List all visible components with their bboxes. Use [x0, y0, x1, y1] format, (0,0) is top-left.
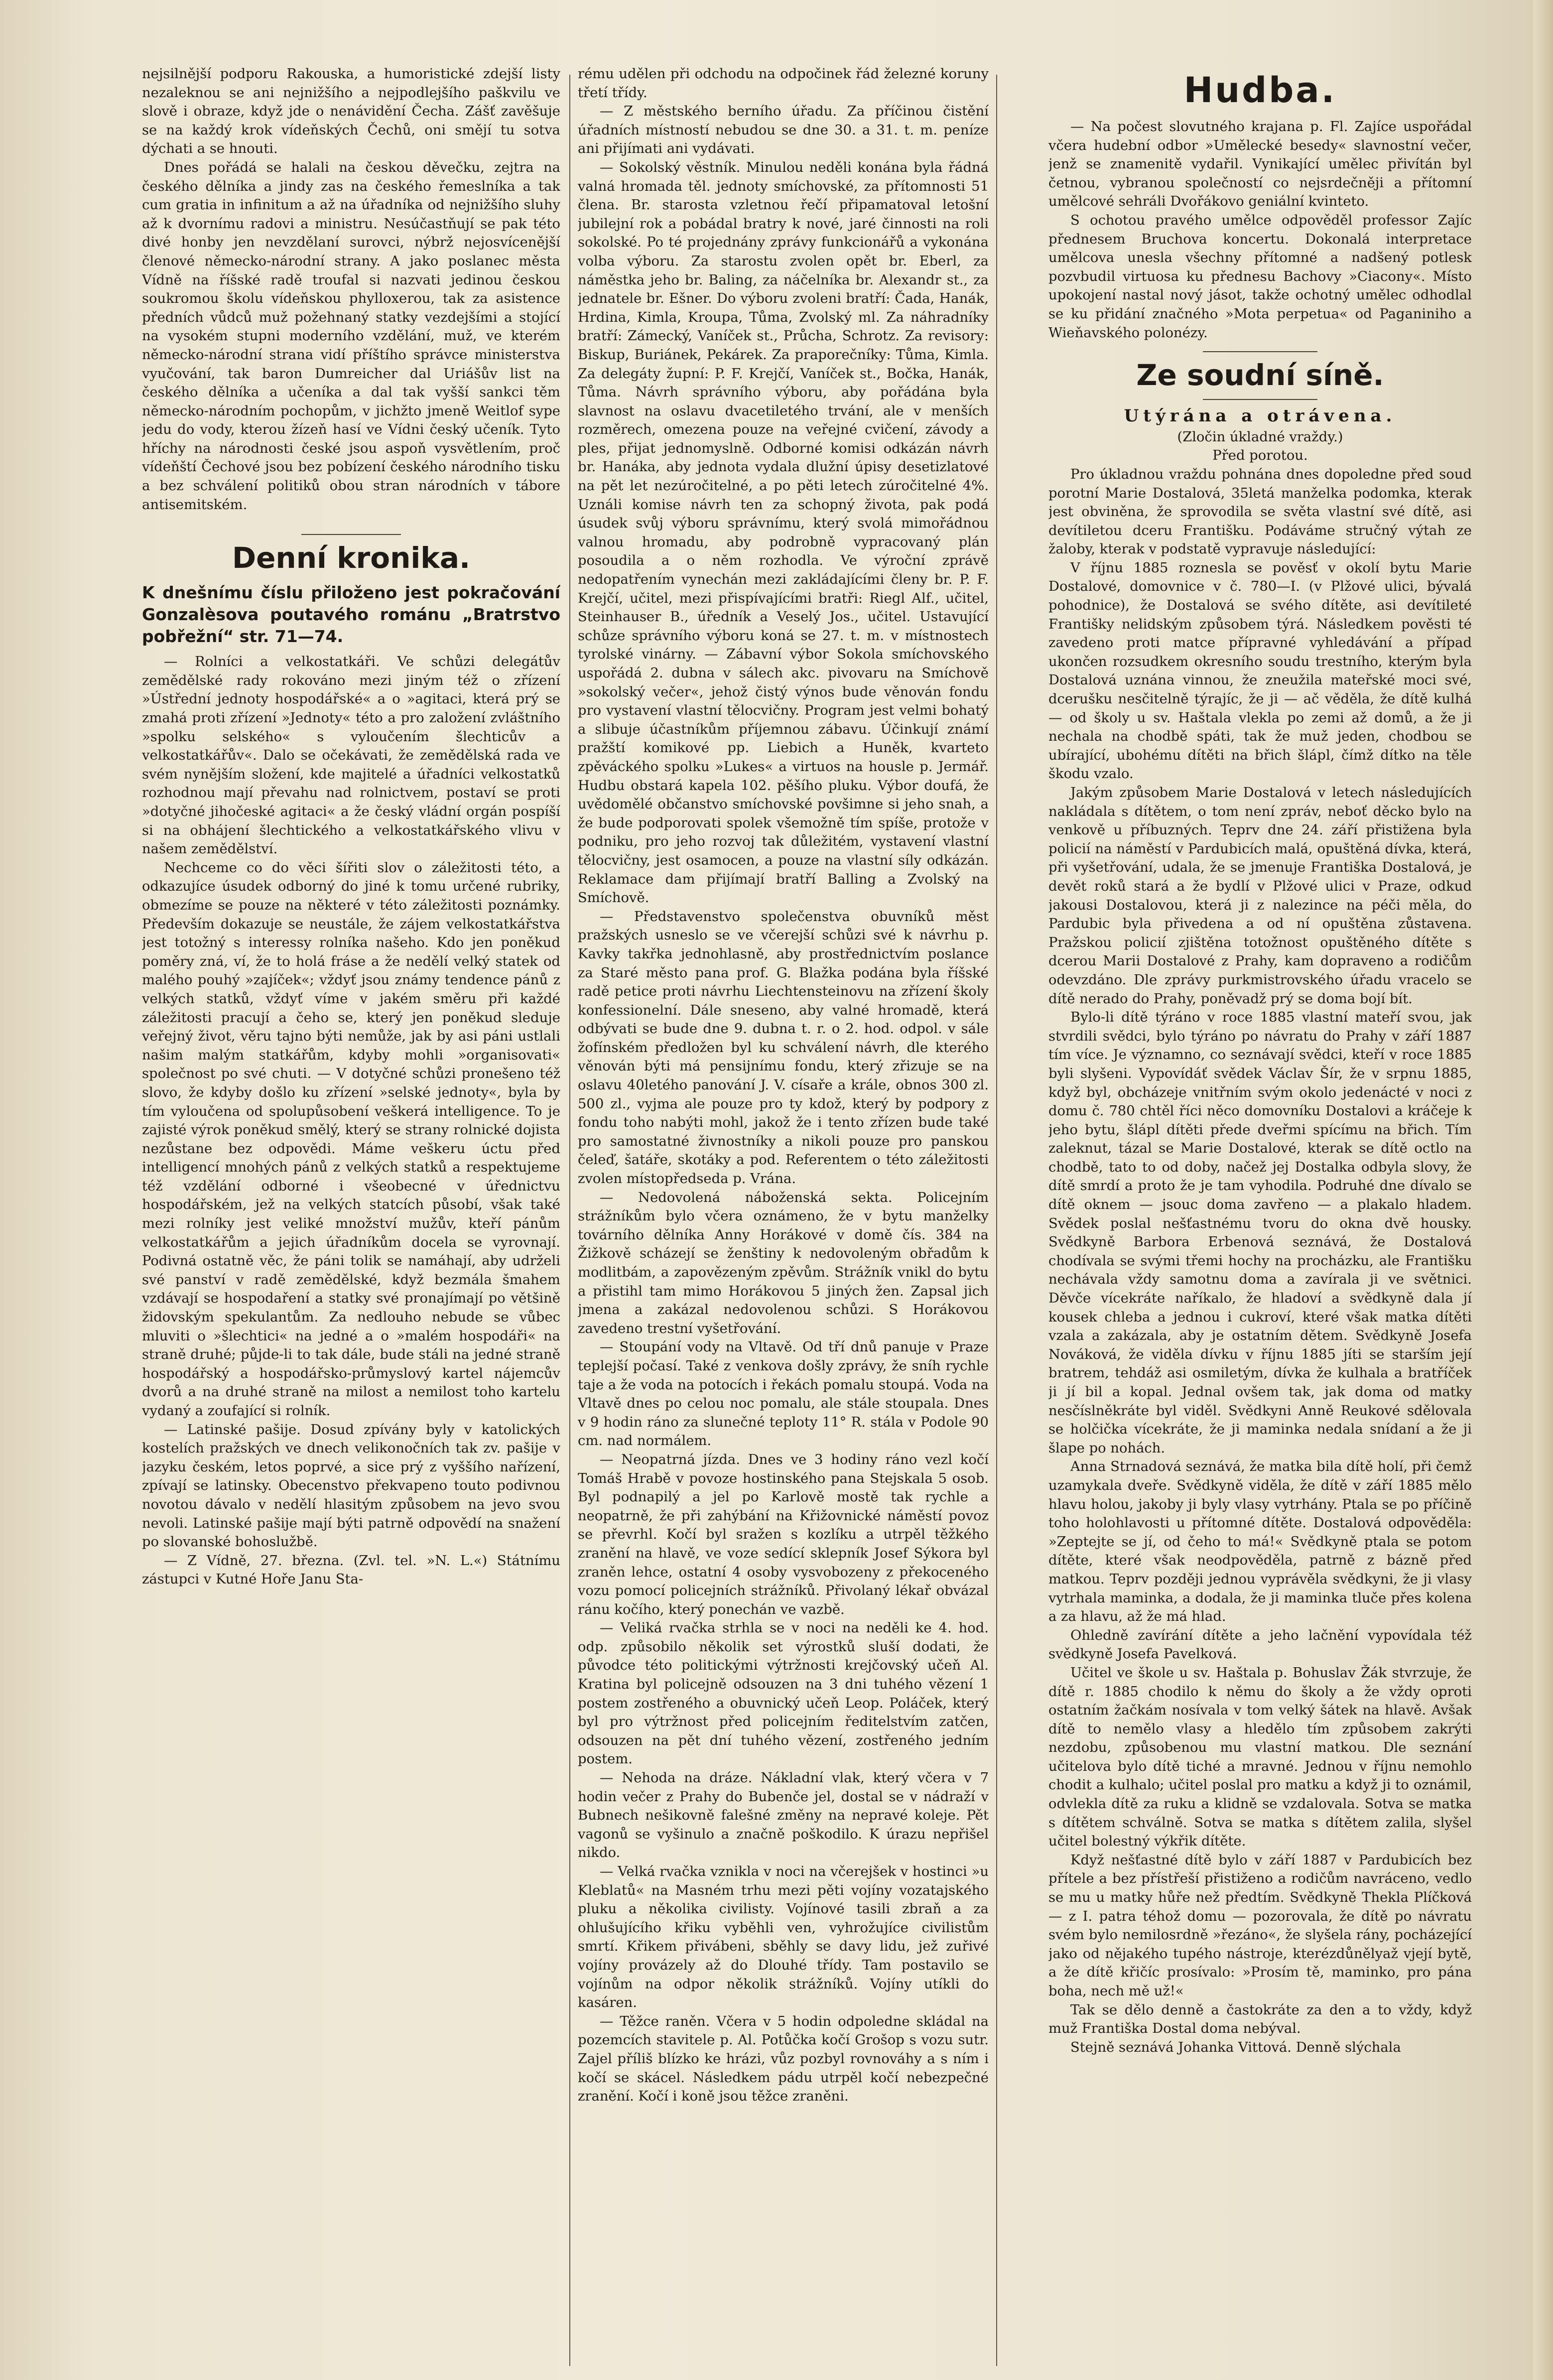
- article-paragraph: — Nedovolená náboženská sekta. Policejním strážníkům bylo včera oznámeno, že v bytu manželky továrního dělníka Anny Horákové v domě čís. 384 na Žižkově scházejí se ženštiny k nedovoleným obřadům k modlitbám, a zapovězeným zpěvům. Strážník vnikl do bytu a přistihl tam mimo Horákovou 5 jiných žen. Zapsal jich jmena a zakázal nedovolenou schůzi. S Horákovou zavedeno trestní vyšetřování.: [578, 1190, 989, 1336]
- article-paragraph: — Velká rvačka vznikla v noci na včerejšek v hostinci »u Kleblatů« na Masném trhu mezi pěti vojíny vozatajského pluku a několika civilisty. Vojínové tasili zbraň a za ohlušujícího křiku vyběhli ven, vyhrožujíce civilistům smrtí. Křikem přivábeni, sběhly se davy lidu, jež zuřivé vojíny provázely až do Dlouhé třídy. Tam postavilo se vojínům na odpor několik strážníků. Vojíny utíkli do kasáren.: [578, 1864, 989, 2011]
- article-paragraph: — Z městského berního úřadu. Za příčinou čistění úřadních místností nebudou se dne 30. a 31. t. m. peníze ani přijímati ani vydávati.: [578, 104, 989, 157]
- article-paragraph: — Nehoda na dráze. Nákladní vlak, který včera v 7 hodin večer z Prahy do Bubenče jel, dostal se v nádraží v Bubnech nešikovně falešné změny na nepravé koleje. Pět vagonů se vyšinulo a značně poškodilo. K úrazu nepřišel nikdo.: [578, 1770, 989, 1861]
- column-right: [1048, 65, 1472, 2371]
- article-paragraph: — Neopatrná jízda. Dnes ve 3 hodiny ráno vezl kočí Tomáš Hrabě v povoze hostinského pana Stejskala 5 osob. Byl podnapilý a jel po Karlově mostě tak rychle a neopatrně, že při zahýbání na Křižovnické náměstí povoz se převrhl. Kočí byl sražen s kozlíku a utrpěl těžkého zranění na hlavě, ve voze sedící sklepník Josef Sýkora byl zraněn lehce, ostatní 4 osoby vysvobozeny z překoceného vozu pomocí policejních strážníků. Přivolaný lékař obvázal ránu kočího, který ponechán ve vazbě.: [578, 1452, 989, 1617]
- article-paragraph: — Stoupání vody na Vltavě. Od tří dnů panuje v Praze teplejší počasí. Také z venkova došly zprávy, že sníh rychle taje a že voda na potocích i řekách pomalu stoupá. Voda na Vltavě dnes po celou noc pomalu, ale stále stoupala. Dnes v 9 hodin ráno za slunečné teploty 11° R. stála v Podole 90 cm. nad normálem.: [578, 1339, 989, 1449]
- article-paragraph: Pro úkladnou vraždu pohnána dnes dopoledne před soud porotní Marie Dostalová, 35letá manželka podomka, kterak jest obviněna, že sprovodila se světa vlastní své dítě, asi devítiletou dceru Františku. Podáváme stručný výtah ze žaloby, kterak v podstatě vypravuje následující:: [1048, 466, 1472, 557]
- article-paragraph: — Představenstvo společenstva obuvníků měst pražských usneslo se ve včerejší schůzi své k návrhu p. Kavky takřka jednohlasně, aby prostřednictvím poslance za Staré město pana prof. G. Blažka podána byla říšské radě petice proti návrhu Liechtensteinovu na zřízení školy konfessionelní. Dále sneseno, aby valné hromadě, která odbývati se bude dne 9. dubna t. r. o 2. hod. odpol. v sále žofínském předložen byl ku schválení návrh, dle kterého věnován býti má pensijnímu fondu, který zřizuje se na oslavu 40letého panování J. V. císaře a krále, obnos 300 zl. 500 zl., vyjma ale pouze pro ty kdož, který by podpory z fondu toho nabýti mohl, jakož že i tento zřízen bude také pro samostatné živnostníky a nikoli pouze pro panskou čeleď, šatáře, skotáky a pod. Referentem o této záležitosti zvolen místopředseda p. Vrána.: [578, 909, 989, 1187]
- article-paragraph: Ohledně zavírání dítěte a jeho lačnění vypovídala též svědkyně Josefa Pavelková.: [1048, 1627, 1472, 1662]
- article-paragraph: Když nešťastné dítě bylo v září 1887 v Pardubicích bez přítele a bez přístřeší přistiženo a rodičům navráceno, vedlo se mu u matky hůře než předtím. Svědkyně Thekla Plíčková — z I. patra téhož domu — pozorovala, že dítě po návratu svém bylo nemilosrdně »řezáno«, že slyšela rány, pocházející jako od nějakého tupého nástroje, kterézdůnělyaž vjejí bytě, a že dítě křičíc prosívalo: »Prosím tě, maminko, pro pána boha, nech mě už!«: [1048, 1852, 1472, 1999]
- article-paragraph: S ochotou pravého umělce odpověděl professor Zajíc přednesem Bruchova koncertu. Dokonalá interpretace umělcova unesla všechny přítomné a nadšený potlesk pozvbudil virtuosa ku přednesu Bachovy »Ciacony«. Místo upokojení nastal nový jásot, takže ochotný umělec odhodlal se ku přidání značného »Mota perpetua« od Paganiniho a Wieňavského polonézy.: [1048, 212, 1472, 341]
- article-subtitle: Před porotou.: [1212, 448, 1308, 464]
- section-divider: [1203, 399, 1317, 400]
- column-left: [142, 65, 560, 2371]
- article-paragraph: — Na počest slovutného krajana p. Fl. Zajíce uspořádal včera hudební odbor »Umělecké besedy« slavnostní večer, jenž se znamenitě vydařil. Vynikající umělec přivítán byl četnou, vybranou společností co nejsrdečněji a přítomní umělcové sehráli Dvořákovo geniální kvinteto.: [1048, 119, 1472, 210]
- article-paragraph: Dnes pořádá se halali na českou děvečku, zejtra na českého dělníka a jindy zas na českého řemeslníka a tak cum gratia in infinitum a až na úřadníka od nejnižšího sluhy až k dvornímu radovi a ministru. Nesúčastňují se pak této divé honby jen nevzdělaní surovci, nýbrž nejosvícenější členové německo-národní strany. A jako poslanec města Vídně na říšské radě troufal si nazvati jedinou českou soukromou školu vídeňskou phylloxerou, tak za asistence předních vůdců muž požehnaný statky vezdejšími a stojící na vysokém stupni moderního vzdělání, muž, ve kterém německo-národní strana vidí příštího správce ministerstva vyučování, tak baron Dumreicher dal Uriášův list na českého dělníka a učeníka a dal tak vyšší sankci těm německo-národním pochopům, v jichžto jmeně Weitlof sype jedu do vody, kterou žízeň hasí ve Vídni český učeník. Tyto hříchy na národnosti české jsou aspoň vysvětlením, proč vídeňští Čechové jsou bez pobízení českého národního tisku a bez schválení politiků obou stran národních v tábore antisemitském.: [142, 159, 560, 513]
- article-paragraph: V říjnu 1885 roznesla se pověsť v okolí bytu Marie Dostalové, domovnice v č. 780—I. (v Plžové ulici, bývalá pohodnice), že Dostalová se svého dítěte, asi devítileté Františky nelidským způsobem týrá. Následkem pověsti té zavedeno proti matce přípravné vyhledávání a případ ukončen rozsudkem okresního soudu trestního, kterým byla Dostalová uznána vinnou, že zneužila mateřské moci své, dcerušku nesčitelně týrajíc, že ji — ač věděla, že dítě kulhá — od školy u sv. Haštala vlekla po zemi až domů, a že ji nechala na chodbě spáti, tak že muž jeden, chodbou se ubírající, ubohému dítěti na břich šlápl, čímž dítko na těle škodu vzalo.: [1048, 560, 1472, 782]
- column-rule: [996, 75, 997, 2366]
- article-paragraph: — Těžce raněn. Včera v 5 hodin odpoledne skládal na pozemcích stavitele p. Al. Potůčka kočí Grošop s vozu sutr. Zajel příliš blízko ke hrázi, vůz pozbyl rovnováhy a s ním i kočí se skácel. Následkem pádu utrpěl kočí nebezpečné zranění. Kočí i koně jsou těžce zraněni.: [578, 2013, 989, 2105]
- article-title: Utýrána a otrávena.: [1124, 406, 1397, 426]
- article-paragraph: nejsilnější podporu Rakouska, a humoristické zdejší listy nezaleknou se ani nejnižšího a nejpodlejšího paškvilu ve slově i obraze, když jde o nenávidění Čecha. Zášť zavěšuje se na každý krok vídeňských Čechů, oni smějí tu sotva dýchati a se hnouti.: [142, 66, 560, 157]
- article-paragraph: — Veliká rvačka strhla se v noci na neděli ke 4. hod. odp. způsobilo několik set výrostků sluší dodati, že původce této politickými výtržnosti krejčovský učeň Al. Kratina byl policejně odsouzen na 3 dni tuhého vězení 1 postem zostřeného a obuvnický učeň Leop. Poláček, který byl pro výtržnost před policejním ředitelstvím zatčen, odsouzen na pět dní tuhého vězení, zostřeného jedním postem.: [578, 1620, 989, 1767]
- article-paragraph: Anna Strnadová seznává, že matka bila dítě holí, při čemž uzamykala dveře. Svědkyně viděla, že dítě v září 1885 mělo hlavu holou, jakoby ji byly vlasy vytrhány. Ptala se po příčině toho holohlavosti u přítomné dítěte. Dostalová odpověděla: »Zeptejte se jí, od čeho to má!« Svědkyně ptala se potom dítěte, které však neodpověděla, patrně z bázně před matkou. Teprv později jednou vyprávěla svědkyni, že ji vlasy vytrhala maminka, a dodala, že ji maminka tluče přes kolena a za hlavu, až že má hlad.: [1048, 1459, 1472, 1625]
- article-paragraph: rému udělen při odchodu na odpočinek řád železné koruny třetí třídy.: [578, 66, 989, 101]
- article-paragraph: Stejně seznává Johanka Vittová. Denně slýchala: [1070, 2039, 1401, 2055]
- supplement-notice: K dnešnímu číslu přiloženo jest pokračování Gonzalèsova poutavého románu „Bratrstvo pobřežní“ str. 71—74.: [142, 583, 560, 647]
- article-subtitle: (Zločin úkladné vraždy.): [1177, 429, 1343, 445]
- article-paragraph: — Rolníci a velkostatkáři. Ve schůzi delegátův zemědělské rady rokováno mezi jiným též o zřízení »Ústřední jednoty hospodářské« a o »agitaci, která prý se zmahá proti zřízení »Jednoty« této a pro založení zvláštního »spolku selského« s vyloučením šlechticův a velkostatkářův«. Dalo se očekávati, že zemědělská rada ve svém nynějším složení, kde majitelé a úřadníci velkostatků rozhodnou mají převahu nad rolnictvem, postaví se proti »dotyčné jihočeské agitaci« a že český vládní orgán pospíší si na obhájení šlechtického a velkostatkářského vlivu v našem zemědělství.: [142, 654, 560, 857]
- section-heading-denni-kronika: Denní kronika.: [232, 541, 471, 575]
- section-divider: [301, 534, 401, 535]
- article-paragraph: Jakým způsobem Marie Dostalová v letech následujících nakládala s dítětem, o tom není zpráv, neboť děcko bylo na venkově u příbuzných. Teprv dne 24. září přistižena byla policií na náměstí v Pardubicích malá, opuštěná dívka, která, při vyšetřování, udala, že se jmenuje Františka Dostalová, je devět roků stará a že bydlí v Plžové ulici v Praze, odkud jakousi Dostalovou, která ji z nalezince na péči měla, do Pardubic byla přivedena a od ní opuštěna zůstavena. Pražskou policií zjištěna totožnost opuštěného dítěte s dcerou Marii Dostalové z Prahy, kam dopraveno a rodičům odevzdáno. Dle zprávy purkmistrovského úřadu vracelo se dítě nerado do Prahy, poněvadž prý se doma bojí bít.: [1048, 785, 1472, 1007]
- article-paragraph: Bylo-li dítě týráno v roce 1885 vlastní mateří svou, jak stvrdili svědci, bylo týráno po návratu do Prahy v září 1887 tím více. Je významno, co seznávají svědci, kteří v roce 1885 byli slyšeni. Vypovídáť svědek Václav Šír, že v srpnu 1885, když byl, obcházeje vnitřním svým okolo jedenácté v noci z domu č. 780 chtěl říci něco domovníku Dostalovi a kráčeje k jeho bytu, šlápl dítěti přede dveřmi spícímu na břich. Tím zaleknut, tázal se Marie Dostalové, kterak se dítě octlo na chodbě, tato to od doby, načež jej Dostalka odbyla slovy, že dítě smrdí a proto že je tam vyhodila. Podruhé dne dívalo se dítě oknem — jsouc doma zavřeno — a plakalo hladem. Svědek poslal nešťastnému tvoru do okna dvě housky. Svědkyně Barbora Erbenová seznává, že Dostalová chodívala se svými třemi hochy na procházku, ale Františku nechávala vždy samotnu doma a zavírala ji ve světnici. Děvče vícekráte naříkalo, že hladoví a svědkyně dala jí kousek chleba a jednou i cukroví, které však matka dítěti vzala a zakázala, aby je ostatním dětem. Svědkyně Josefa Nováková, že viděla dívku v říjnu 1885 jíti se starším její bratrem, tehdáž asi osmiletým, dívka že kulhala a bratříček ji jí bil a kopal. Jednal ovšem tak, jak doma od matky nesčíslněkráte byl viděl. Svědkyni Anně Reukové sdělovala se holčička vícekráte, že ji maminka nedala snídaní a že ji šlape po nohách.: [1048, 1010, 1472, 1456]
- page-fold-edge: [1533, 0, 1553, 2380]
- section-heading-soudni-sin: Ze soudní síně.: [1136, 358, 1384, 393]
- article-paragraph: — Sokolský věstník. Minulou neděli konána byla řádná valná hromada těl. jednoty smíchovské, za přítomnosti 51 člena. Br. starosta vzletnou řečí připamatoval letošní jubilejní rok a pobádal bratry k nové, jaré činnosti na roli sokolské. Po té projednány zprávy funkcionářů a vykonána volba výboru. Za starostu zvolen opět br. Eberl, za náměstka jeho br. Baling, za náčelníka br. Alexandr st., za jednatele br. Ešner. Do výboru zvoleni bratří: Čada, Hanák, Hrdina, Kimla, Kroupa, Tůma, Zvolský ml. Za náhradníky bratří: Zámecký, Vaníček st., Průcha, Schrotz. Za revisory: Biskup, Buriánek, Pekárek. Za praporečníky: Tůma, Kimla. Za delegáty župní: P. F. Krejčí, Vaníček st., Bočka, Hanák, Tůma. Návrh správního výboru, aby pořádána byla slavnost na oslavu dvacetiletého trvání, ale v menších rozměrech, omezena pouze na veřejné cvičení, závody a ples, přijat jednomyslně. Odborné komisi odkázán návrh br. Hanáka, aby jednota vydala dlužní úpisy desetizlatové na pět let nezúročitelné, a po pěti letech zúročitelné 4%. Uználi komise návrh ten za schopný života, pak podá úsudek svůj výboru správnímu, který svolá mimořádnou valnou hromadu, aby podrobně vypracovaný plán posoudila a o něm rozhodla. Ve výroční zprávě nedopatřením vynechán mezi zakládajícími členy br. P. F. Krejčí, učitel, mezi přispívajícími bratři: Riegl Alf., učitel, Steinhauser B., úředník a Veselý Jos., učitel. Ustavující schůze správního výboru koná se 27. t. m. v místnostech tyrolské vinárny. — Zábavní výbor Sokola smíchovského uspořádá 2. dubna v sálech akc. pivovaru na Smíchově »sokolský večer«, jehož čistý výnos bude věnován fondu pro vystavení vlastní tělocvičny. Program jest velmi bohatý a slibuje účastníkům příjemnou zábavu. Účinkují známí pražští komikové pp. Liebich a Huněk, kvarteto zpěváckého spolku »Lukes« a virtuos na housle p. Jermář. Hudbu obstará kapela 102. pěšího pluku. Výbor doufá, že uvědomělé občanstvo smíchovské povšimne si jeho snah, a že bude podporovati spolek všemožně tím spíše, protože v podniku, pro jeho rozvoj tak důležitém, vystavení vlastní tělocvičny, jest osamocen, a pouze na vlastní síly odkázán. Reklamace dam přijímají bratří Balling a Zvolský na Smíchově.: [578, 159, 989, 906]
- article-paragraph: Učitel ve škole u sv. Haštala p. Bohuslav Žák stvrzuje, že dítě r. 1885 chodilo k němu do školy a že vždy oproti ostatním žačkám nosívala v tom velký šátek na hlavě. Avšak dítě to nemělo vlasy a hledělo tím způsobem zakrýti nezdobu, způsobenou mu vlastní matkou. Dle seznání učitelova bylo dítě tiché a mravné. Jednou v říjnu nemohlo chodit a kulhalo; učitel poslal pro matku a když ji to oznámil, odvlekla dítě za ruku a klidně se vzdalovala. Sotva se matka s dítětem schválně. Sotva se matka s dítětem zalila, slyšel učitel bolestný výkřik dítěte.: [1048, 1665, 1472, 1850]
- article-paragraph: — Z Vídně, 27. března. (Zvl. tel. »N. L.«) Státnímu zástupci v Kutné Hoře Janu Sta-: [142, 1553, 560, 1587]
- article-paragraph: Nechceme co do věci šířiti slov o záležitosti této, a odkazujíce úsudek odborný do jiné k tomu určené rubriky, obmezíme se pouze na některé v této záležitosti poznámky. Především dokazuje se neustále, že zájem velkostatkářstva jest totožný s interessy rolníka našeho. Kdo jen poněkud poměry zná, ví, že to holá fráse a že nedělí velký statek od malého pouhý »zajíček«; vždyť jsou známy tendence pánů z velkých statků, vždyť víme v jakém směru při každé záležitosti pracují a čeho se, který jen poněkud sleduje veřejný život, věru tajno býti nemůže, jak by asi páni ustlali našim malým statkářům, kdyby mohli »organisovati« společnost po své chuti. — V dotyčné schůzi pronešeno též slovo, že kdyby došlo ku zřízení »selské jednoty«, byla by tím vyloučena od spolupůsobení veškerá intelligence. To je zajisté výrok poněkud smělý, který se strany rolnické dojista nezůstane bez odpovědi. Máme veškeru úctu před intelligencí mnohých pánů z velkých statků a respektujeme též vzdělání odborné i všeobecné v úřednictvu hospodářském, jež na velkých statcích působí, však také mezi rolníky jest veliké množství mužův, kteří pánům velkostatkářům a jejich úřadníkům docela se vyrovnají. Podivná ostatně věc, že páni tolik se namáhají, aby udrželi své panství v radě zemědělské, když bezmála šmahem vzdávají se hospodaření a statky své pronajímají po většině židovským spekulantům. Za nedlouho nebude se vůbec mluviti o »šlechtici« na jedné a o »malém hospodáři« na straně druhé; půjde-li to tak dále, bude stáli na jedné straně hospodářský a hospodářsko-průmyslový kartel nájemcův dvorů a na druhé straně na milost a nemilost toho kartelu vydaný a zoufající si rolník.: [142, 860, 560, 1419]
- column-middle: [578, 65, 989, 2371]
- column-rule: [569, 75, 570, 2366]
- section-divider: [1203, 351, 1317, 352]
- article-paragraph: Tak se dělo denně a častokráte za den a to vždy, když muž Františka Dostal doma nebýval.: [1048, 2002, 1472, 2037]
- section-heading-hudba: Hudba.: [1183, 70, 1337, 111]
- article-paragraph: — Latinské pašije. Dosud zpívány byly v katolických kostelích pražských ve dnech velikonočních tak zv. pašije v jazyku českém, letos poprvé, a sice prý z vyššího nařízení, zpívají se latinsky. Obecenstvo překvapeno touto podivnou novotou dávalo v nedělí hlasitým způsobem na jevo svou nevoli. Latinské pašije mají býti patrně odpovědí na snažení po slovanské bohoslužbě.: [142, 1422, 560, 1550]
